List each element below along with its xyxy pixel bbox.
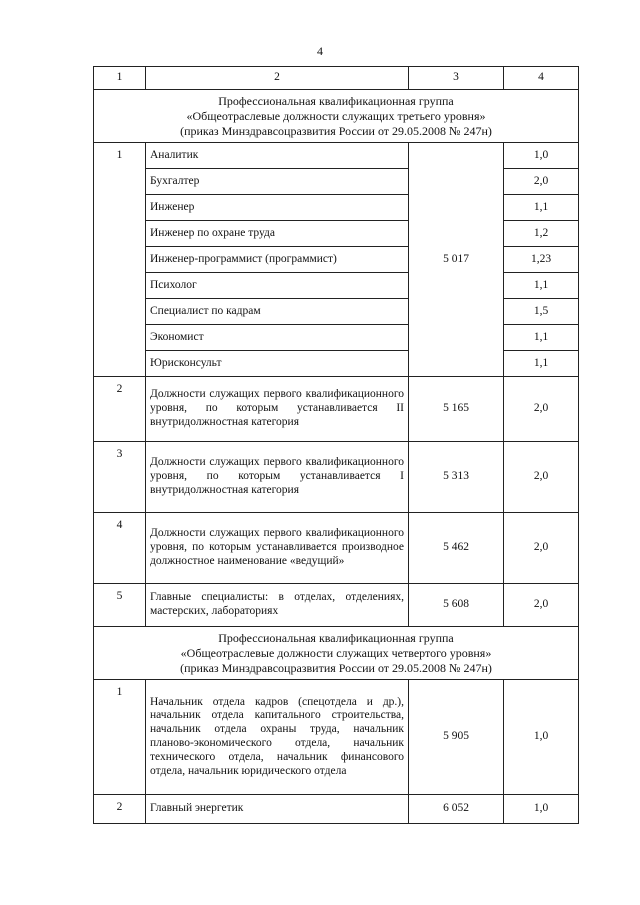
group-title	[94, 627, 579, 680]
table-row	[94, 247, 579, 273]
level-number: 3	[94, 442, 146, 513]
coefficient-value: 1,1	[504, 195, 579, 221]
qualification-table	[93, 66, 579, 824]
level-number: 5	[94, 584, 146, 627]
coefficient-value: 2,0	[504, 584, 579, 627]
salary-value: 5 608	[409, 584, 504, 627]
level-number: 1	[94, 680, 146, 795]
position-description: Главные специалисты: в отделах, отделениях, мастерских, лабораториях	[146, 584, 409, 627]
table-row	[94, 325, 579, 351]
level-number: 4	[94, 513, 146, 584]
table-row	[94, 351, 579, 377]
position-name: Юрисконсульт	[146, 351, 409, 377]
coefficient-value: 1,1	[504, 273, 579, 299]
level-number: 2	[94, 377, 146, 442]
group-title-line: Профессиональная квалификационная группа	[218, 93, 454, 108]
coefficient-value: 1,1	[504, 325, 579, 351]
position-name: Инженер по охране труда	[146, 221, 409, 247]
coefficient-value: 2,0	[504, 377, 579, 442]
table-row	[94, 169, 579, 195]
position-name: Инженер	[146, 195, 409, 221]
position-description: Должности служащих первого квалификационного уровня, по которым устанавливается I внутридолжностная категория	[146, 442, 409, 513]
position-name: Психолог	[146, 273, 409, 299]
position-name: Экономист	[146, 325, 409, 351]
group-title-line: (приказ Минздравсоцразвития России от 29.05.2008 № 247н)	[180, 660, 492, 675]
group-title-line: Профессиональная квалификационная группа	[218, 630, 454, 645]
group-title-row	[94, 627, 579, 680]
table-row	[94, 442, 579, 513]
coefficient-value: 1,0	[504, 795, 579, 824]
table-row	[94, 584, 579, 627]
coefficient-value: 2,0	[504, 513, 579, 584]
coefficient-value: 2,0	[504, 442, 579, 513]
table-row	[94, 299, 579, 325]
header-row	[94, 67, 579, 90]
position-description: Должности служащих первого квалификационного уровня, по которым устанавливается производное должностное наименование «ведущий»	[146, 513, 409, 584]
position-name: Аналитик	[146, 143, 409, 169]
coefficient-value: 1,23	[504, 247, 579, 273]
position-description: Начальник отдела кадров (спецотдела и др.), начальник отдела капитального строительства, начальник отдела охраны труда, начальник планово-экономического отдела, начальник технического отдела, начальник финансового отдела, начальник юридического отдела	[146, 680, 409, 795]
level-number: 2	[94, 795, 146, 824]
position-name: Инженер-программист (программист)	[146, 247, 409, 273]
header-cell: 3	[409, 67, 504, 90]
position-description: Главный энергетик	[146, 795, 409, 824]
coefficient-value: 1,5	[504, 299, 579, 325]
salary-value: 5 313	[409, 442, 504, 513]
salary-value: 5 905	[409, 680, 504, 795]
coefficient-value: 1,2	[504, 221, 579, 247]
position-name: Специалист по кадрам	[146, 299, 409, 325]
table-row	[94, 195, 579, 221]
salary-value: 6 052	[409, 795, 504, 824]
salary-value: 5 462	[409, 513, 504, 584]
table-row	[94, 143, 579, 169]
coefficient-value: 1,0	[504, 143, 579, 169]
coefficient-value: 1,1	[504, 351, 579, 377]
position-description: Должности служащих первого квалификационного уровня, по которым устанавливается II внутридолжностная категория	[146, 377, 409, 442]
header-cell: 4	[504, 67, 579, 90]
position-name: Бухгалтер	[146, 169, 409, 195]
page-number: 4	[317, 44, 323, 58]
table-row	[94, 377, 579, 442]
group-title-line: (приказ Минздравсоцразвития России от 29.05.2008 № 247н)	[180, 123, 492, 138]
table-row	[94, 513, 579, 584]
table-row	[94, 680, 579, 795]
table-row	[94, 221, 579, 247]
table-row	[94, 795, 579, 824]
level-number: 1	[94, 143, 146, 377]
header-cell: 2	[146, 67, 409, 90]
coefficient-value: 2,0	[504, 169, 579, 195]
header-cell: 1	[94, 67, 146, 90]
coefficient-value: 1,0	[504, 680, 579, 795]
group-title-line: «Общеотраслевые должности служащих третьего уровня»	[186, 108, 486, 123]
table-row	[94, 273, 579, 299]
group-title	[94, 90, 579, 143]
group-title-row	[94, 90, 579, 143]
group-title-line: «Общеотраслевые должности служащих четвертого уровня»	[180, 645, 492, 660]
salary-value: 5 165	[409, 377, 504, 442]
salary-value: 5 017	[409, 143, 504, 377]
